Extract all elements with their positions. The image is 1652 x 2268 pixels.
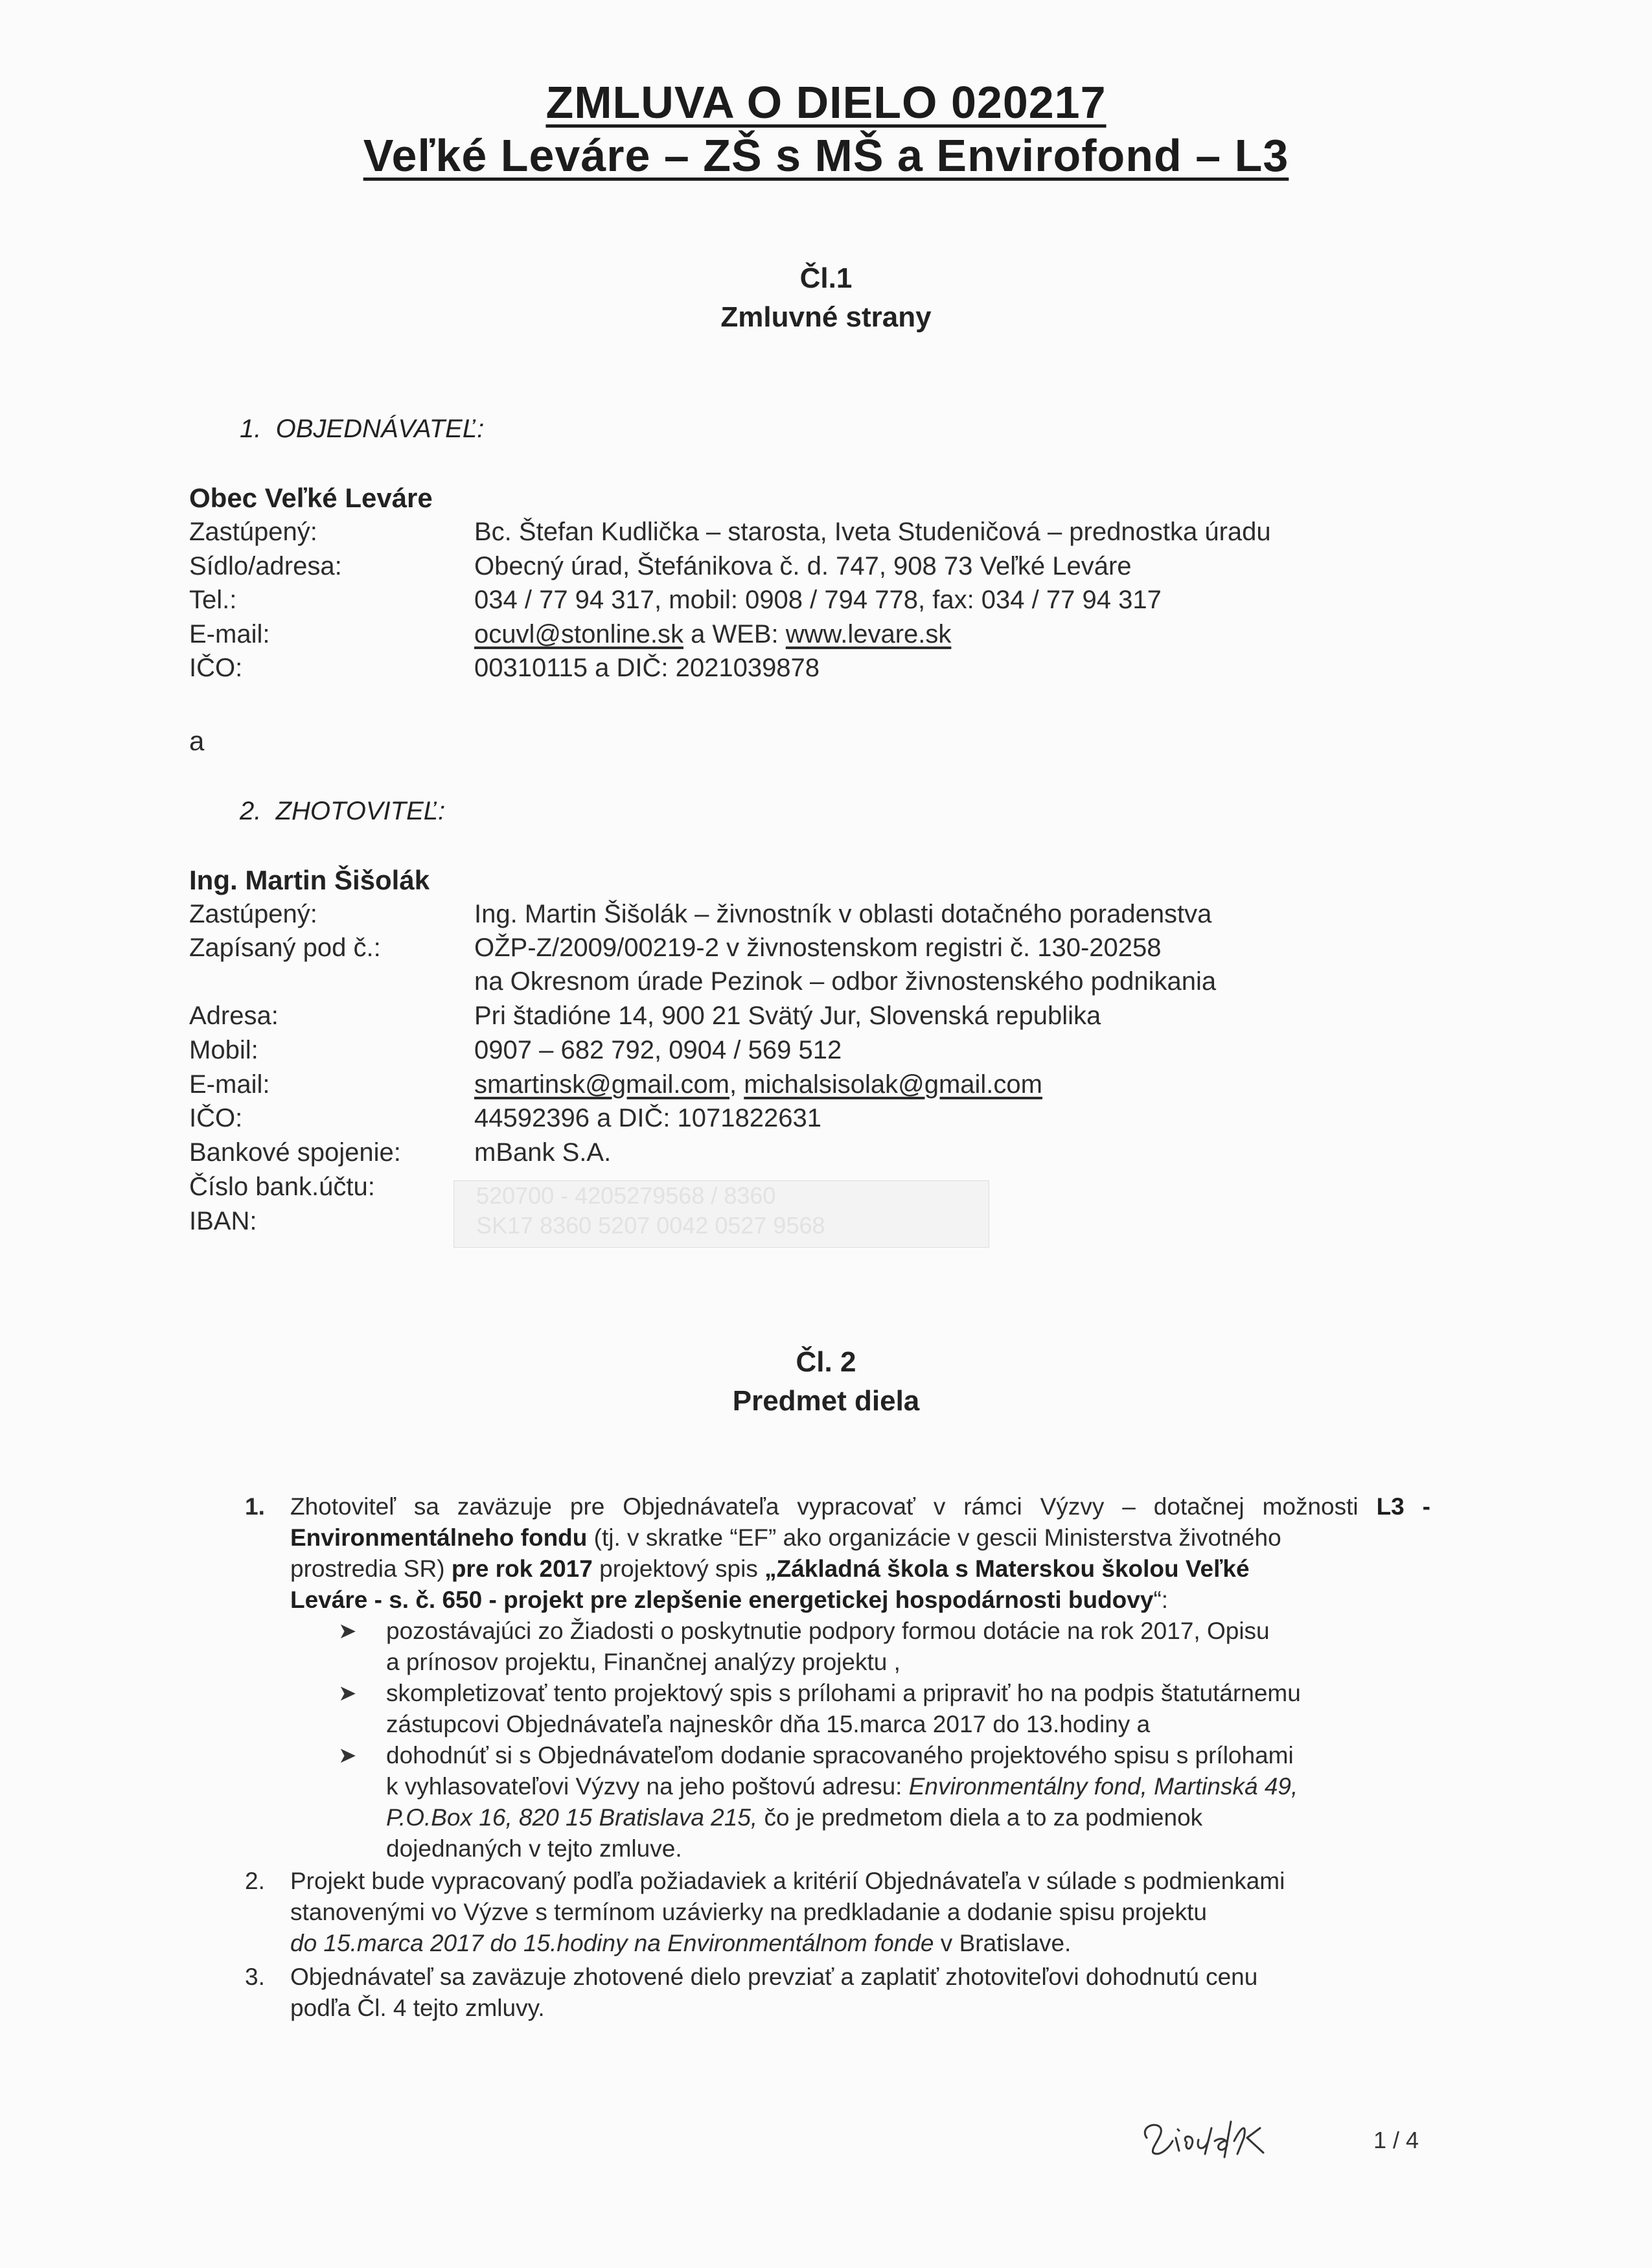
- field-label: IČO:: [189, 654, 243, 682]
- field-label: Číslo bank.účtu:: [189, 1173, 375, 1201]
- article-1-subheading: Zmluvné strany: [720, 301, 932, 333]
- article-2-subheading: Predmet diela: [732, 1385, 920, 1417]
- article-1-heading: Čl.1: [799, 262, 853, 294]
- text-run-bold: pre rok 2017: [451, 1555, 593, 1582]
- text-run-italic: do 15.marca 2017 do 15.hodiny na Environmentálnom fonde: [290, 1930, 934, 1956]
- field-label: E-mail:: [189, 620, 270, 648]
- paragraph-2-line-2: stanovenými vo Výzve s termínom uzávierky na predkladanie a dodanie spisu projektu: [290, 1899, 1207, 1925]
- field-value: [474, 1068, 1042, 1102]
- field-value: 034 / 77 94 317, mobil: 0908 / 794 778, fax: 034 / 77 94 317: [474, 586, 1162, 614]
- contractor-email-link-1[interactable]: smartinsk@gmail.com: [474, 1070, 730, 1099]
- client-web-link[interactable]: www.levare.sk: [785, 620, 952, 648]
- bullet-2-line-2: zástupcovi Objednávateľa najneskôr dňa 15.marca 2017 do 13.hodiny a: [386, 1711, 1151, 1737]
- contract-title: ZMLUVA O DIELO 020217: [545, 77, 1107, 128]
- field-label: Adresa:: [189, 1002, 279, 1030]
- text-run: Zhotoviteľ sa zaväzuje pre Objednávateľa vypracovať v rámci Výzvy – dotačnej možnosti: [290, 1493, 1377, 1520]
- bullet-1-line-2: a prínosov projektu, Finančnej analýzy projektu ,: [386, 1649, 901, 1675]
- paragraph-1-line-3: [290, 1553, 1430, 1585]
- field-value: Ing. Martin Šišolák – živnostník v oblasti dotačného poradenstva: [474, 900, 1212, 928]
- field-label: Sídlo/adresa:: [189, 552, 342, 580]
- text-run: v Bratislave.: [934, 1930, 1072, 1956]
- contractor-name: Ing. Martin Šišolák: [189, 865, 430, 895]
- text-run: čo je predmetom diela a to za podmienok: [757, 1804, 1203, 1831]
- client-heading-label: OBJEDNÁVATEĽ:: [275, 415, 485, 443]
- field-value: na Okresnom úrade Pezinok – odbor živnostenského podnikania: [474, 967, 1217, 996]
- text-run: “:: [1153, 1586, 1169, 1613]
- text-run-bold: „Základná škola s Materskou školou Veľké: [764, 1555, 1250, 1582]
- bullet-3-line-1: dohodnúť si s Objednávateľom dodanie spracovaného projektového spisu s prílohami: [386, 1742, 1294, 1769]
- text-run-italic: Environmentálny fond, Martinská 49,: [908, 1773, 1298, 1800]
- signature-graphic: [1134, 2102, 1296, 2164]
- text-run: k vyhlasovateľovi Výzvy na jeho poštovú adresu:: [386, 1773, 909, 1800]
- text-run-bold: Leváre - s. č. 650 - projekt pre zlepšenie energetickej hospodárnosti budovy: [290, 1586, 1154, 1613]
- field-label: Zapísaný pod č.:: [189, 934, 381, 962]
- field-value: 0907 – 682 792, 0904 / 569 512: [474, 1036, 842, 1064]
- text-run: (tj. v skratke “EF” ako organizácie v gescii Ministerstva životného: [587, 1524, 1281, 1551]
- bullet-3-line-3: [386, 1802, 1202, 1833]
- paragraph-1-line-1: [290, 1491, 1430, 1522]
- field-value: OŽP-Z/2009/00219-2 v živnostenskom registri č. 130-20258: [474, 934, 1162, 962]
- field-label: Tel.:: [189, 586, 237, 614]
- field-label: Mobil:: [189, 1036, 258, 1064]
- contractor-heading: [240, 797, 445, 826]
- text-run-bold: L3 -: [1376, 1493, 1430, 1520]
- paragraph-2-line-1: Projekt bude vypracovaný podľa požiadaviek a kritérií Objednávateľa v súlade s podmienkami: [290, 1868, 1285, 1894]
- paragraph-3-number: 3.: [245, 1964, 265, 1990]
- text-run-bold: Environmentálneho fondu: [290, 1524, 588, 1551]
- text-run: projektový spis: [592, 1555, 765, 1582]
- field-value: Obecný úrad, Štefánikova č. d. 747, 908 73 Veľké Leváre: [474, 552, 1132, 580]
- paragraph-2-number: 2.: [245, 1868, 265, 1894]
- redacted-bank-details: [453, 1180, 989, 1248]
- client-name: Obec Veľké Leváre: [189, 483, 433, 513]
- field-label: Zastúpený:: [189, 518, 317, 546]
- field-label: Bankové spojenie:: [189, 1138, 401, 1167]
- field-label: IČO:: [189, 1104, 243, 1132]
- paragraph-3-line-1: Objednávateľ sa zaväzuje zhotovené dielo prevziať a zaplatiť zhotoviteľovi dohodnutú cenu: [290, 1964, 1258, 1990]
- bullet-2-line-1: skompletizovať tento projektový spis s prílohami a pripraviť ho na podpis štatutárnemu: [386, 1680, 1301, 1706]
- bullet-3-line-2: [386, 1771, 1298, 1802]
- paragraph-3-line-2: podľa Čl. 4 tejto zmluvy.: [290, 1995, 545, 2021]
- field-value: 00310115 a DIČ: 2021039878: [474, 654, 820, 682]
- field-value: mBank S.A.: [474, 1138, 612, 1167]
- field-label: IBAN:: [189, 1207, 257, 1235]
- arrow-bullet-icon: ➤: [338, 1743, 357, 1768]
- contractor-heading-number: 2.: [240, 797, 262, 825]
- connector-and: a: [189, 726, 205, 756]
- text-run: prostredia SR): [290, 1555, 452, 1582]
- article-2-heading: Čl. 2: [796, 1346, 856, 1378]
- client-email-link[interactable]: ocuvl@stonline.sk: [474, 620, 683, 648]
- client-heading-number: 1.: [240, 415, 262, 443]
- text-run-italic: P.O.Box 16, 820 15 Bratislava 215,: [386, 1804, 758, 1831]
- arrow-bullet-icon: ➤: [338, 1681, 357, 1706]
- paragraph-2-line-3: [290, 1928, 1071, 1959]
- email-separator: ,: [729, 1070, 744, 1099]
- redacted-iban: SK17 8360 5207 0042 0527 9568: [476, 1212, 825, 1239]
- contractor-heading-label: ZHOTOVITEĽ:: [275, 797, 446, 825]
- client-heading: [240, 415, 484, 444]
- paragraph-1-line-4: [290, 1585, 1430, 1616]
- paragraph-1-line-2: [290, 1522, 1430, 1553]
- field-label: E-mail:: [189, 1070, 270, 1099]
- bullet-3-line-4: dojednaných v tejto zmluve.: [386, 1835, 682, 1862]
- paragraph-1-number: 1.: [245, 1493, 265, 1520]
- field-value: [474, 617, 951, 652]
- contract-subtitle: Veľké Leváre – ZŠ s MŠ a Envirofond – L3: [363, 130, 1289, 181]
- redacted-account-number: 520700 - 4205279568 / 8360: [476, 1182, 776, 1209]
- contractor-email-link-2[interactable]: michalsisolak@gmail.com: [744, 1070, 1042, 1099]
- arrow-bullet-icon: ➤: [338, 1619, 357, 1644]
- bullet-1-line-1: pozostávajúci zo Žiadosti o poskytnutie podpory formou dotácie na rok 2017, Opisu: [386, 1618, 1270, 1644]
- page-number: 1 / 4: [1373, 2127, 1419, 2153]
- web-connector: a WEB:: [683, 620, 786, 648]
- field-label: Zastúpený:: [189, 900, 317, 928]
- field-value: 44592396 a DIČ: 1071822631: [474, 1104, 822, 1132]
- field-value: Pri štadióne 14, 900 21 Svätý Jur, Slovenská republika: [474, 1002, 1101, 1030]
- field-value: Bc. Štefan Kudlička – starosta, Iveta Studeničová – prednostka úradu: [474, 518, 1271, 546]
